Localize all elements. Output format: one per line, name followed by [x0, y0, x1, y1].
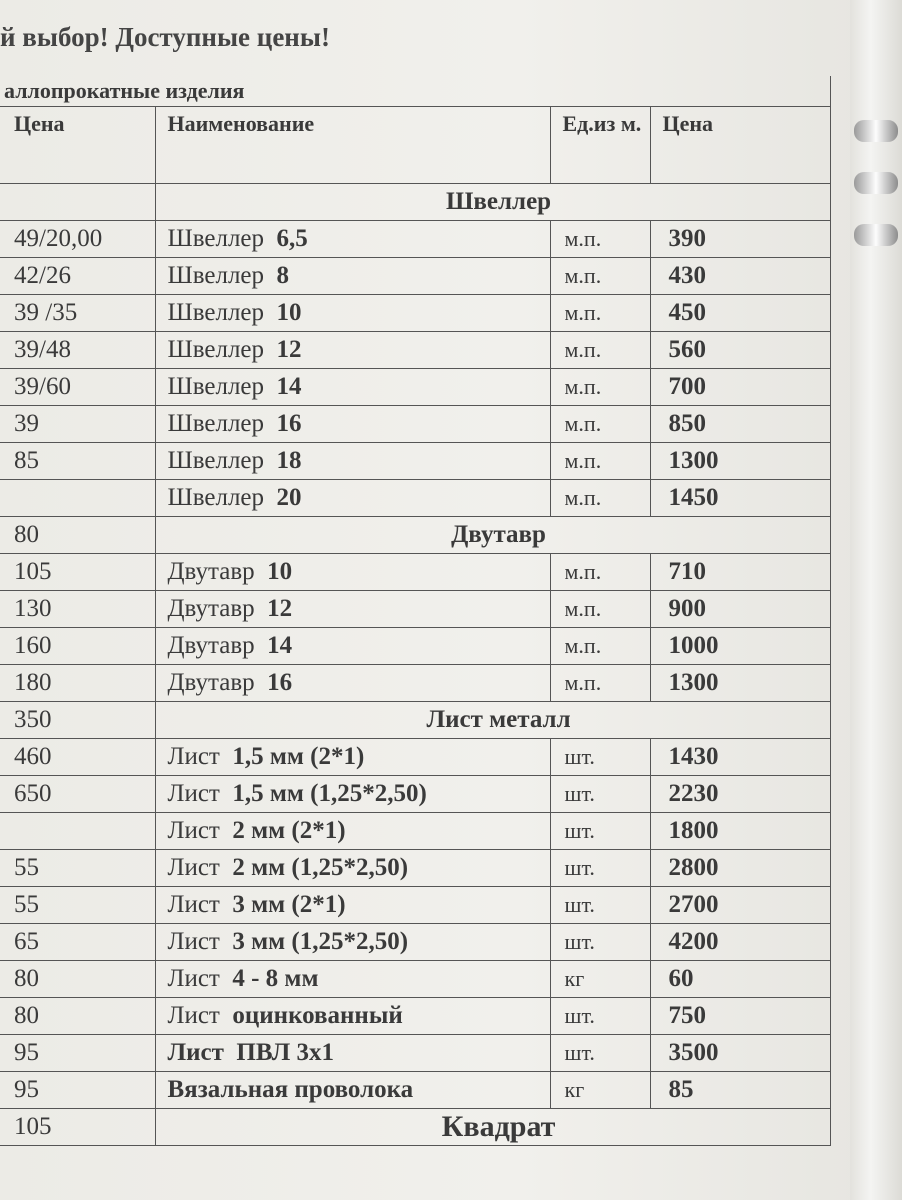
item-name: Двутавр	[167, 595, 255, 622]
item-name-cell	[155, 813, 550, 850]
table-header-row	[0, 107, 830, 184]
table-row	[0, 480, 830, 517]
unit-cell: шт.	[550, 887, 650, 924]
header-left-price: Цена	[0, 107, 155, 184]
table-row	[0, 591, 830, 628]
item-name: Лист	[167, 1002, 220, 1029]
item-size: 12	[267, 595, 293, 622]
price-cell: 2800	[650, 850, 830, 887]
table-row	[0, 554, 830, 591]
notebook-edge	[850, 0, 902, 1200]
item-name-cell	[155, 887, 550, 924]
price-cell: 85	[650, 1072, 830, 1109]
table-row	[0, 369, 830, 406]
price-cell: 450	[650, 295, 830, 332]
unit-cell: м.п.	[550, 369, 650, 406]
item-size: 10	[276, 299, 302, 326]
unit-cell: шт.	[550, 813, 650, 850]
unit-cell: м.п.	[550, 258, 650, 295]
item-name-cell	[155, 924, 550, 961]
table-row	[0, 776, 830, 813]
unit-cell: шт.	[550, 739, 650, 776]
item-size: 3 мм (2*1)	[232, 891, 346, 918]
left-price-cell: 39 /35	[0, 295, 155, 332]
price-cell: 2230	[650, 776, 830, 813]
item-name-cell	[155, 628, 550, 665]
item-name: Вязальная проволока	[167, 1076, 414, 1103]
left-price-cell: 160	[0, 628, 155, 665]
item-size: 4 - 8 мм	[232, 965, 319, 992]
item-size: 1,5 мм (1,25*2,50)	[232, 780, 427, 807]
section-title: Квадрат	[155, 1109, 830, 1146]
unit-cell: кг	[550, 1072, 650, 1109]
spiral-binding	[854, 120, 898, 276]
unit-cell: м.п.	[550, 665, 650, 702]
item-size: 2 мм (1,25*2,50)	[232, 854, 409, 881]
price-cell: 4200	[650, 924, 830, 961]
item-size: 3 мм (1,25*2,50)	[232, 928, 409, 955]
item-size: 18	[276, 447, 302, 474]
item-name: Лист	[167, 780, 220, 807]
unit-cell: м.п.	[550, 628, 650, 665]
item-name-cell	[155, 554, 550, 591]
item-name: Двутавр	[167, 558, 255, 585]
table-row	[0, 887, 830, 924]
section-row	[0, 184, 830, 221]
item-name-cell	[155, 776, 550, 813]
item-name: Лист	[167, 1039, 224, 1066]
table-row	[0, 295, 830, 332]
table-row	[0, 739, 830, 776]
unit-cell: м.п.	[550, 554, 650, 591]
unit-cell: м.п.	[550, 332, 650, 369]
header-price: Цена	[650, 107, 830, 184]
table-caption-row	[0, 76, 830, 107]
table-row	[0, 1072, 830, 1109]
item-size: 1,5 мм (2*1)	[232, 743, 365, 770]
item-name-cell	[155, 332, 550, 369]
left-price-cell	[0, 480, 155, 517]
item-name: Швеллер	[167, 299, 265, 326]
left-price-cell	[0, 184, 155, 221]
item-name: Швеллер	[167, 447, 265, 474]
table-caption: аллопрокатные изделия	[0, 76, 830, 107]
item-name: Лист	[167, 817, 220, 844]
item-name-cell	[155, 665, 550, 702]
left-price-cell: 95	[0, 1072, 155, 1109]
item-name: Лист	[167, 854, 220, 881]
table-row	[0, 258, 830, 295]
item-name-cell	[155, 739, 550, 776]
section-title: Швеллер	[155, 184, 830, 221]
table-row	[0, 332, 830, 369]
price-cell: 1450	[650, 480, 830, 517]
page-headline: й выбор! Доступные цены!	[0, 22, 330, 52]
table-row	[0, 1035, 830, 1072]
item-size: 10	[267, 558, 293, 585]
item-name-cell	[155, 295, 550, 332]
unit-cell: м.п.	[550, 221, 650, 258]
section-row	[0, 1109, 830, 1146]
table-row	[0, 221, 830, 258]
item-size: 14	[276, 373, 302, 400]
table-row	[0, 665, 830, 702]
item-name: Швеллер	[167, 262, 265, 289]
unit-cell: шт.	[550, 850, 650, 887]
left-price-cell: 39	[0, 406, 155, 443]
left-price-cell: 39/60	[0, 369, 155, 406]
unit-cell: м.п.	[550, 406, 650, 443]
item-name: Швеллер	[167, 410, 265, 437]
item-size: оцинкованный	[232, 1002, 403, 1029]
price-cell: 1430	[650, 739, 830, 776]
left-price-cell: 130	[0, 591, 155, 628]
price-cell: 2700	[650, 887, 830, 924]
item-name: Швеллер	[167, 225, 265, 252]
item-name-cell	[155, 258, 550, 295]
price-cell: 60	[650, 961, 830, 998]
left-price-cell: 95	[0, 1035, 155, 1072]
item-name: Лист	[167, 743, 220, 770]
price-cell: 430	[650, 258, 830, 295]
left-price-cell: 65	[0, 924, 155, 961]
left-price-cell: 180	[0, 665, 155, 702]
left-price-cell: 80	[0, 961, 155, 998]
table-row	[0, 628, 830, 665]
section-row	[0, 702, 830, 739]
left-price-cell: 55	[0, 850, 155, 887]
unit-cell: шт.	[550, 776, 650, 813]
item-name-cell	[155, 406, 550, 443]
item-name: Лист	[167, 928, 220, 955]
table-row	[0, 924, 830, 961]
item-size: 16	[267, 669, 293, 696]
item-size: 12	[276, 336, 302, 363]
item-name: Швеллер	[167, 484, 265, 511]
price-cell: 750	[650, 998, 830, 1035]
item-size: ПВЛ 3х1	[236, 1039, 334, 1066]
unit-cell: м.п.	[550, 591, 650, 628]
table-row	[0, 406, 830, 443]
item-name: Швеллер	[167, 336, 265, 363]
left-price-cell: 85	[0, 443, 155, 480]
left-price-cell: 80	[0, 517, 155, 554]
price-cell: 1800	[650, 813, 830, 850]
item-size: 20	[276, 484, 302, 511]
table-row	[0, 443, 830, 480]
price-cell: 1000	[650, 628, 830, 665]
table-row	[0, 961, 830, 998]
left-price-cell: 350	[0, 702, 155, 739]
price-cell: 390	[650, 221, 830, 258]
price-table	[0, 76, 831, 1146]
item-name-cell	[155, 221, 550, 258]
item-name-cell	[155, 591, 550, 628]
unit-cell: шт.	[550, 1035, 650, 1072]
left-price-cell: 80	[0, 998, 155, 1035]
price-cell: 1300	[650, 443, 830, 480]
item-size: 8	[276, 262, 290, 289]
item-size: 6,5	[276, 225, 308, 252]
left-price-cell: 49/20,00	[0, 221, 155, 258]
section-row	[0, 517, 830, 554]
price-cell: 1300	[650, 665, 830, 702]
header-name: Наименование	[155, 107, 550, 184]
unit-cell: м.п.	[550, 480, 650, 517]
left-price-cell	[0, 813, 155, 850]
item-name: Лист	[167, 891, 220, 918]
unit-cell: шт.	[550, 924, 650, 961]
item-name: Двутавр	[167, 632, 255, 659]
item-name-cell	[155, 369, 550, 406]
unit-cell: м.п.	[550, 295, 650, 332]
price-cell: 710	[650, 554, 830, 591]
left-price-cell: 55	[0, 887, 155, 924]
item-name-cell	[155, 998, 550, 1035]
table-row	[0, 998, 830, 1035]
price-cell: 3500	[650, 1035, 830, 1072]
header-unit: Ед.из м.	[550, 107, 650, 184]
table-row	[0, 850, 830, 887]
ring-icon	[854, 172, 898, 194]
item-name-cell	[155, 961, 550, 998]
unit-cell: кг	[550, 961, 650, 998]
item-name: Лист	[167, 965, 220, 992]
left-price-cell: 39/48	[0, 332, 155, 369]
price-cell: 700	[650, 369, 830, 406]
section-title: Двутавр	[155, 517, 830, 554]
item-size: 2 мм (2*1)	[232, 817, 346, 844]
item-name: Двутавр	[167, 669, 255, 696]
left-price-cell: 105	[0, 1109, 155, 1146]
left-price-cell: 42/26	[0, 258, 155, 295]
item-name-cell	[155, 850, 550, 887]
ring-icon	[854, 120, 898, 142]
item-name-cell	[155, 480, 550, 517]
item-size: 14	[267, 632, 293, 659]
ring-icon	[854, 224, 898, 246]
table-row	[0, 813, 830, 850]
unit-cell: шт.	[550, 998, 650, 1035]
item-name-cell	[155, 1035, 550, 1072]
item-name-cell	[155, 443, 550, 480]
item-name-cell	[155, 1072, 550, 1109]
section-title: Лист металл	[155, 702, 830, 739]
left-price-cell: 460	[0, 739, 155, 776]
price-cell: 900	[650, 591, 830, 628]
item-size: 16	[276, 410, 302, 437]
item-name: Швеллер	[167, 373, 265, 400]
price-cell: 560	[650, 332, 830, 369]
left-price-cell: 650	[0, 776, 155, 813]
price-cell: 850	[650, 406, 830, 443]
unit-cell: м.п.	[550, 443, 650, 480]
left-price-cell: 105	[0, 554, 155, 591]
